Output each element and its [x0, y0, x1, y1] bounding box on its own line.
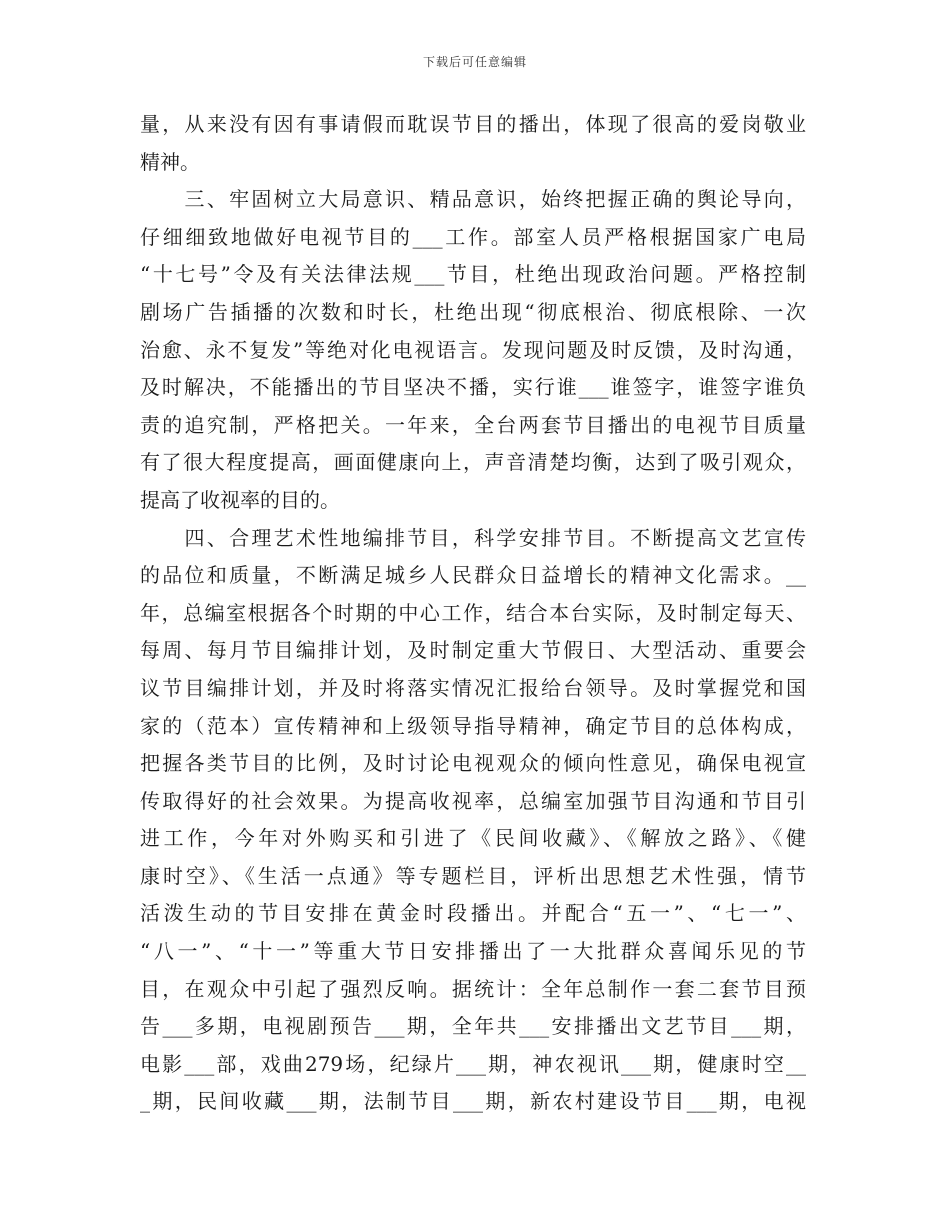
text-line: 电影___部，戏曲279场，纪绿片___期，神农视讯___期，健康时空__: [140, 1051, 806, 1076]
text-line: 三、牢固树立大局意识、精品意识，始终把握正确的舆论导向，: [140, 187, 806, 212]
text-line: 年，总编室根据各个时期的中心工作，结合本台实际，及时制定每天、: [140, 600, 806, 625]
text-line: 及时解决，不能播出的节目坚决不播，实行谁___谁签字，谁签字谁负: [140, 375, 806, 400]
text-line: 把握各类节目的比例，及时讨论电视观众的倾向性意见，确保电视宣: [140, 751, 806, 776]
page-header: 下载后可任意编辑: [422, 55, 527, 69]
text-line: 议节目编排计划，并及时将落实情况汇报给台领导。及时掌握党和国: [140, 675, 806, 700]
text-line: 治愈、永不复发”等绝对化电视语言。发现问题及时反馈，及时沟通，: [140, 337, 806, 362]
text-line: 活泼生动的节目安排在黄金时段播出。并配合“五一”、“七一”、: [140, 901, 806, 926]
text-line: 精神。: [140, 149, 200, 174]
text-line: 告___多期，电视剧预告___期，全年共___安排播出文艺节目___期，: [140, 1014, 806, 1039]
text-line: 每周、每月节目编排计划，及时制定重大节假日、大型活动、重要会: [140, 638, 806, 663]
text-line: _期，民间收藏___期，法制节目___期，新农村建设节目___期，电视: [140, 1089, 806, 1114]
text-line: “十七号”令及有关法律法规___节目，杜绝出现政治问题。严格控制: [140, 262, 806, 287]
text-line: 传取得好的社会效果。为提高收视率，总编室加强节目沟通和节目引: [140, 788, 806, 813]
text-line: 提高了收视率的目的。: [140, 487, 340, 512]
document-body: [140, 106, 806, 1121]
text-line: 仔细细致地做好电视节目的___工作。部室人员严格根据国家广电局: [140, 224, 806, 249]
text-line: 进工作，今年对外购买和引进了《民间收藏》、《解放之路》、《健: [140, 826, 806, 851]
text-line: 康时空》、《生活一点通》等专题栏目，评析出思想艺术性强，情节: [140, 863, 806, 888]
text-line: 的品位和质量，不断满足城乡人民群众日益增长的精神文化需求。__: [140, 563, 806, 588]
text-line: 有了很大程度提高，画面健康向上，声音清楚均衡，达到了吸引观众，: [140, 450, 806, 475]
text-line: 家的（范本）宣传精神和上级领导指导精神，确定节目的总体构成，: [140, 713, 806, 738]
text-line: 责的追究制，严格把关。一年来，全台两套节目播出的电视节目质量: [140, 412, 806, 437]
text-line: 四、合理艺术性地编排节目，科学安排节目。不断提高文艺宣传: [140, 525, 806, 550]
text-line: 量，从来没有因有事请假而耽误节目的播出，体现了很高的爱岗敬业: [140, 112, 806, 136]
text-line: “八一”、“十一”等重大节日安排播出了一大批群众喜闻乐见的节: [140, 939, 806, 964]
text-line: 目，在观众中引起了强烈反响。据统计：全年总制作一套二套节目预: [140, 976, 806, 1001]
text-line: 剧场广告插播的次数和时长，杜绝出现“彻底根治、彻底根除、一次: [140, 299, 806, 324]
